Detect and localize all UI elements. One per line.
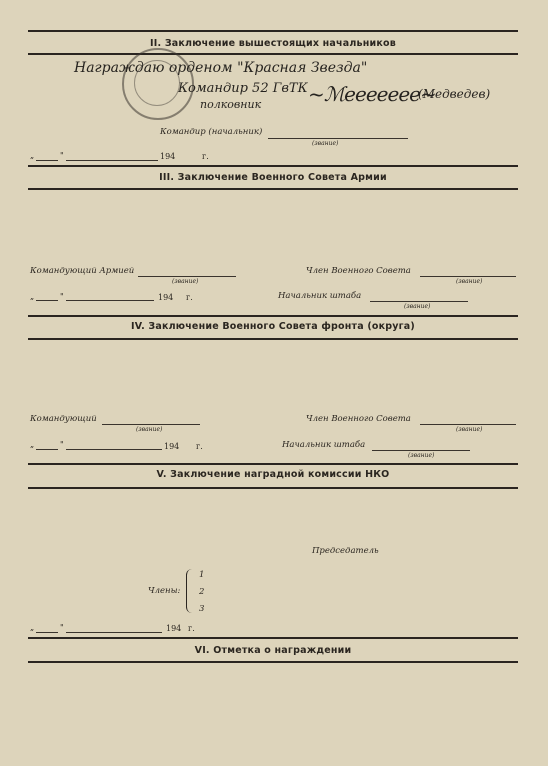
members-brace [186, 569, 195, 613]
council-member-label: Член Военного Совета [306, 266, 411, 276]
section-5-title: V. Заключение наградной комиссии НКО [156, 469, 390, 480]
divider [28, 188, 518, 190]
chief-of-staff-field[interactable] [372, 450, 470, 451]
member-number: 2 [199, 587, 205, 597]
section-3-title: III. Заключение Военного Совета Армии [159, 172, 387, 183]
council-member-label: Член Военного Совета [306, 414, 411, 424]
handwritten-signature: ~ℳеееееее~ [308, 82, 436, 106]
date-year: 194 [158, 293, 174, 302]
handwritten-award-line: Награждаю орденом "Красная Звезда" [74, 60, 368, 76]
divider [28, 30, 518, 32]
divider [28, 338, 518, 340]
divider [28, 463, 518, 465]
chief-of-staff-label: Начальник штаба [282, 440, 366, 450]
date-year: 194 [164, 442, 180, 451]
rank-hint: (звание) [404, 303, 431, 310]
date-year-suffix: г. [202, 152, 209, 161]
divider [28, 53, 518, 55]
date-quote-close: " [60, 623, 64, 632]
chief-of-staff-label: Начальник штаба [278, 291, 362, 301]
date-year-suffix: г. [186, 293, 193, 302]
divider [28, 487, 518, 489]
date-quote-open: „ [30, 440, 35, 449]
member-number: 3 [199, 604, 205, 614]
date-quote-open: „ [30, 623, 35, 632]
date-quote-close: " [60, 440, 64, 449]
section-2-title: II. Заключение вышестоящих начальников [150, 38, 396, 49]
council-member-field[interactable] [420, 424, 516, 425]
front-commander-label: Командующий [30, 414, 97, 424]
date-day-field[interactable] [36, 632, 58, 633]
date-year: 194 [166, 624, 182, 633]
date-day-field[interactable] [36, 160, 58, 161]
rank-hint: (звание) [136, 426, 163, 433]
member-number: 1 [199, 570, 205, 580]
council-member-field[interactable] [420, 276, 516, 277]
commander-field[interactable] [268, 138, 408, 139]
handwritten-rank: полковник [200, 98, 262, 111]
handwritten-commander-unit: Командир 52 ГвТК [178, 81, 308, 96]
date-year: 194 [160, 152, 176, 161]
divider [28, 661, 518, 663]
army-commander-field[interactable] [138, 276, 236, 277]
date-quote-open: „ [30, 292, 35, 301]
divider [28, 315, 518, 317]
date-day-field[interactable] [36, 300, 58, 301]
date-month-field[interactable] [66, 632, 162, 633]
chief-of-staff-field[interactable] [370, 301, 468, 302]
rank-hint: (звание) [456, 278, 483, 285]
members-label: Члены: [148, 586, 181, 596]
section-4-title: IV. Заключение Военного Совета фронта (округа) [131, 321, 415, 332]
date-quote-close: " [60, 151, 64, 160]
rank-hint: (звание) [172, 278, 199, 285]
date-month-field[interactable] [66, 449, 162, 450]
chairman-label: Председатель [312, 546, 379, 556]
date-year-suffix: г. [196, 442, 203, 451]
date-quote-close: " [60, 292, 64, 301]
army-commander-label: Командующий Армией [30, 266, 135, 276]
date-year-suffix: г. [188, 624, 195, 633]
handwritten-name: (Медведев) [418, 87, 491, 101]
front-commander-field[interactable] [102, 424, 200, 425]
divider [28, 637, 518, 639]
date-quote-open: „ [30, 151, 35, 160]
divider [28, 165, 518, 167]
commander-label: Командир (начальник) [160, 127, 263, 137]
rank-hint: (звание) [312, 140, 339, 147]
date-month-field[interactable] [66, 160, 158, 161]
section-6-title: VI. Отметка о награждении [194, 645, 352, 656]
rank-hint: (звание) [456, 426, 483, 433]
date-day-field[interactable] [36, 449, 58, 450]
rank-hint: (звание) [408, 452, 435, 459]
date-month-field[interactable] [66, 300, 154, 301]
